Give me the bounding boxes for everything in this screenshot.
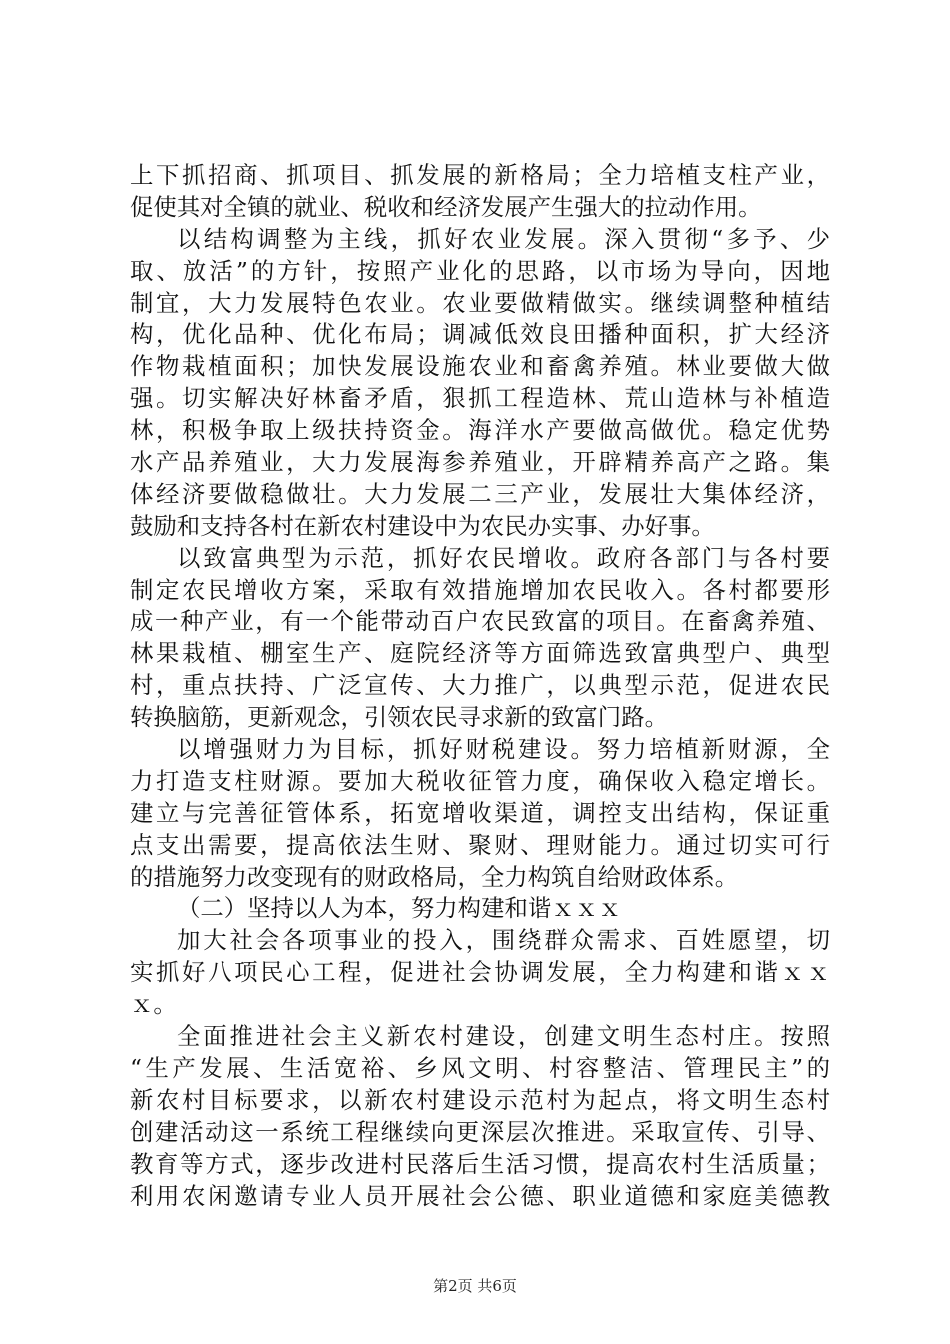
text-line: 强。切实解决好林畜矛盾，狠抓工程造林、荒山造林与补植造 bbox=[130, 384, 830, 413]
text-line: ｘ。 bbox=[130, 990, 177, 1019]
text-line: 构，优化品种、优化布局；调减低效良田播种面积，扩大经济 bbox=[130, 320, 830, 349]
text-line: 创建活动这一系统工程继续向更深层次推进。采取宣传、引导、 bbox=[130, 1117, 830, 1146]
text-line: 加大社会各项事业的投入，围绕群众需求、百姓愿望，切 bbox=[177, 926, 830, 955]
text-line: 全面推进社会主义新农村建设，创建文明生态村庄。按照 bbox=[177, 1022, 830, 1051]
document-body bbox=[130, 160, 830, 1212]
text-line: 作物栽植面积；加快发展设施农业和畜禽养殖。林业要做大做 bbox=[130, 352, 830, 381]
text-line: 以结构调整为主线，抓好农业发展。深入贯彻“多予、少 bbox=[177, 224, 830, 253]
text-line: “生产发展、生活宽裕、乡风文明、村容整洁、管理民主”的 bbox=[130, 1053, 830, 1082]
text-line: 制定农民增收方案，采取有效措施增加农民收入。各村都要形 bbox=[130, 575, 830, 604]
text-line: 鼓励和支持各村在新农村建设中为农民办实事、办好事。 bbox=[130, 511, 715, 540]
text-line: 教育等方式，逐步改进村民落后生活习惯，提高农村生活质量； bbox=[130, 1149, 830, 1178]
text-line: 的措施努力改变现有的财政格局，全力构筑自给财政体系。 bbox=[130, 862, 739, 891]
text-line: （二）坚持以人为本，努力构建和谐ｘｘｘ bbox=[177, 894, 622, 923]
text-line: 取、放活”的方针，按照产业化的思路，以市场为导向，因地 bbox=[130, 256, 830, 285]
page-footer: 第2页 共6页 bbox=[433, 1277, 517, 1295]
text-line: 成一种产业，有一个能带动百户农民致富的项目。在畜禽养殖、 bbox=[130, 607, 830, 636]
text-line: 村，重点扶持、广泛宣传、大力推广，以典型示范，促进农民 bbox=[130, 671, 830, 700]
text-line: 转换脑筋，更新观念，引领农民寻求新的致富门路。 bbox=[130, 703, 668, 732]
text-line: 以致富典型为示范，抓好农民增收。政府各部门与各村要 bbox=[177, 543, 830, 572]
text-line: 林果栽植、棚室生产、庭院经济等方面筛选致富典型户、典型 bbox=[130, 639, 830, 668]
text-line: 力打造支柱财源。要加大税收征管力度，确保收入稳定增长。 bbox=[130, 766, 830, 795]
text-line: 利用农闲邀请专业人员开展社会公德、职业道德和家庭美德教 bbox=[130, 1181, 830, 1210]
text-line: 水产品养殖业，大力发展海参养殖业，开辟精养高产之路。集 bbox=[130, 448, 830, 477]
text-line: 林，积极争取上级扶持资金。海洋水产要做高做优。稳定优势 bbox=[130, 416, 830, 445]
text-line: 实抓好八项民心工程，促进社会协调发展，全力构建和谐ｘｘ bbox=[130, 958, 830, 987]
text-line: 建立与完善征管体系，拓宽增收渠道，调控支出结构，保证重 bbox=[130, 798, 830, 827]
text-line: 以增强财力为目标，抓好财税建设。努力培植新财源，全 bbox=[177, 735, 830, 764]
text-line: 上下抓招商、抓项目、抓发展的新格局；全力培植支柱产业， bbox=[130, 161, 830, 189]
text-line: 制宜，大力发展特色农业。农业要做精做实。继续调整种植结 bbox=[130, 288, 830, 317]
text-line: 点支出需要，提高依法生财、聚财、理财能力。通过切实可行 bbox=[130, 830, 830, 859]
text-line: 促使其对全镇的就业、税收和经济发展产生强大的拉动作用。 bbox=[130, 192, 762, 221]
text-line: 体经济要做稳做壮。大力发展二三产业，发展壮大集体经济， bbox=[130, 479, 830, 508]
text-line: 新农村目标要求，以新农村建设示范村为起点，将文明生态村 bbox=[130, 1085, 830, 1114]
